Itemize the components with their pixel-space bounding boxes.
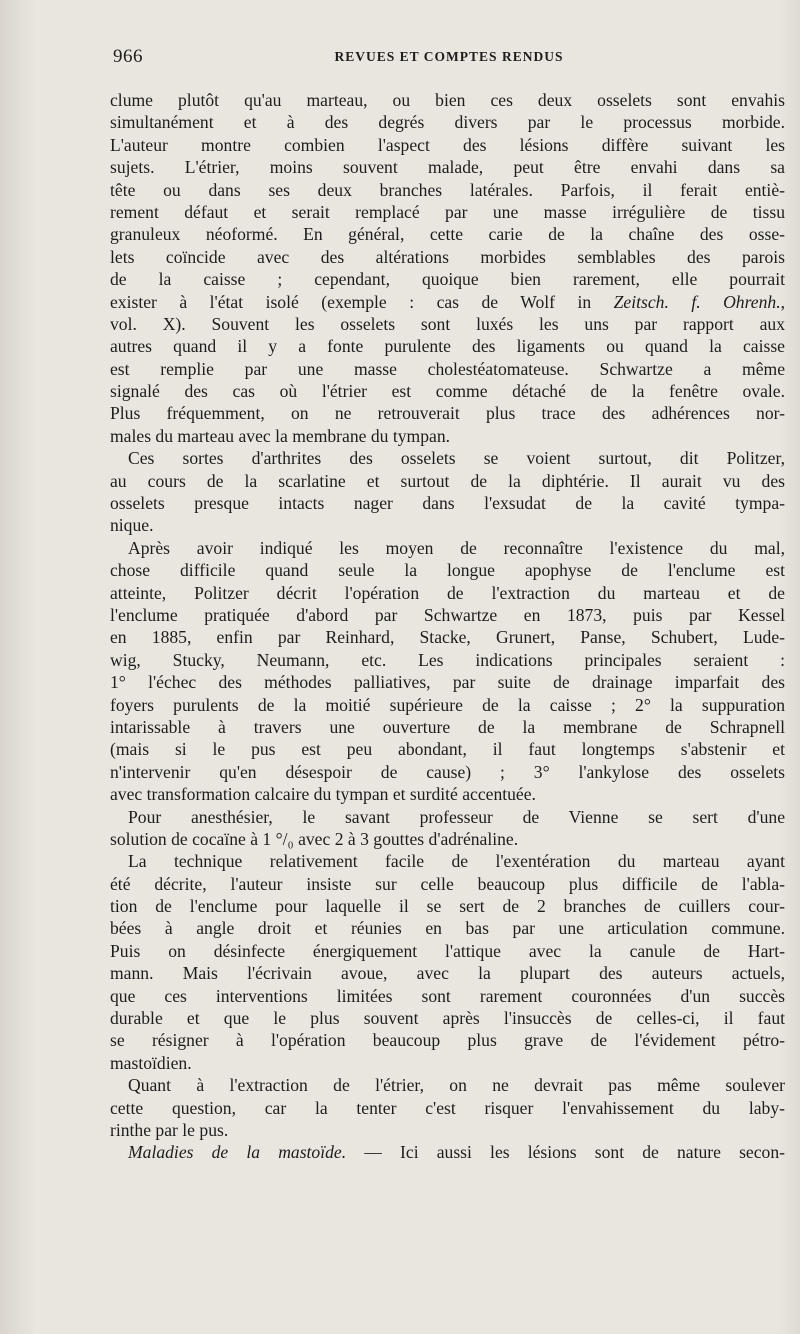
text-line: males du marteau avec la membrane du tympan. <box>110 425 451 446</box>
text-line: tion de l'enclume pour laquelle il se sert de 2 branches de cuillers cour- <box>110 896 785 917</box>
text-line: n'intervenir qu'en désespoir de cause) ; 3° l'ankylose des osselets <box>110 761 785 782</box>
text-line: Quant à l'extraction de l'étrier, on ne devrait pas même soulever <box>128 1075 785 1096</box>
text-line: rement défaut et serait remplacé par une masse irrégulière de tissu <box>110 201 785 222</box>
page-number: 966 <box>113 46 143 67</box>
text-line: mann. Mais l'écrivain avoue, avec la plupart des auteurs actuels, <box>110 963 785 984</box>
text-line: Pour anesthésier, le savant professeur de Vienne se sert d'une <box>128 806 785 827</box>
text-line: osselets presque intacts nager dans l'exsudat de la cavité tympa- <box>110 493 785 514</box>
text-line: Ces sortes d'arthrites des osselets se voient surtout, dit Politzer, <box>128 448 785 469</box>
text-line: se résigner à l'opération beaucoup plus grave de l'évidement pétro- <box>110 1030 785 1051</box>
text-line: mastoïdien. <box>110 1052 192 1073</box>
page-header <box>113 46 785 70</box>
text-segment: , <box>780 291 785 312</box>
text-line: Après avoir indiqué les moyen de reconnaître l'existence du mal, <box>128 537 785 558</box>
text-segment: exister à l'état isolé (exemple : cas de Wolf in <box>110 291 614 312</box>
text-line: solution de cocaïne à 1 °/₀ avec 2 à 3 gouttes d'adrénaline. <box>110 828 519 849</box>
text-line: atteinte, Politzer décrit l'opération de l'extraction du marteau et de <box>110 582 785 603</box>
text-line: L'auteur montre combien l'aspect des lésions diffère suivant les <box>110 134 785 155</box>
text-line: en 1885, enfin par Reinhard, Stacke, Grunert, Panse, Schubert, Lude- <box>110 627 785 648</box>
text-line: l'enclume pratiquée d'abord par Schwartze en 1873, puis par Kessel <box>110 604 785 625</box>
text-line: (mais si le pus est peu abondant, il faut longtemps s'abstenir et <box>110 739 785 760</box>
text-line: avec transformation calcaire du tympan et surdité accentuée. <box>110 784 536 805</box>
text-line: vol. X). Souvent les osselets sont luxés les uns par rapport aux <box>110 313 785 334</box>
text-line: signalé des cas où l'étrier est comme détaché de la fenêtre ovale. <box>110 381 785 402</box>
text-line: bées à angle droit et réunies en bas par une articulation commune. <box>110 918 785 939</box>
text-line: est remplie par une masse cholestéatomateuse. Schwartze a même <box>110 358 785 379</box>
text-line: durable et que le plus souvent après l'insuccès de celles-ci, il faut <box>110 1008 785 1029</box>
text-line: nique. <box>110 515 154 536</box>
journal-citation: Zeitsch. f. Ohrenh. <box>613 291 781 312</box>
text-line: tête ou dans ses deux branches latérales. Parfois, il ferait entiè- <box>110 179 785 200</box>
running-head: REVUES ET COMPTES RENDUS <box>334 49 564 64</box>
text-line: 1° l'échec des méthodes palliatives, par suite de drainage imparfait des <box>110 672 785 693</box>
text-line: granuleux néoformé. En général, cette carie de la chaîne des osse- <box>110 224 785 245</box>
page-edge-shadow <box>0 0 36 1334</box>
text-line: simultanément et à des degrés divers par le processus morbide. <box>110 112 785 133</box>
text-line: rinthe par le pus. <box>110 1119 229 1140</box>
text-line: été décrite, l'auteur insiste sur celle beaucoup plus difficile de l'abla- <box>110 873 785 894</box>
text-line: foyers purulents de la moitié supérieure de la caisse ; 2° la suppuration <box>110 694 785 715</box>
section-heading: Maladies de la mastoïde. <box>128 1142 347 1163</box>
text-line: Plus fréquemment, on ne retrouverait plus trace des adhérences nor- <box>110 403 785 424</box>
text-line: que ces interventions limitées sont rarement couronnées d'un succès <box>110 985 785 1006</box>
text-line: Puis on désinfecte énergiquement l'attique avec la canule de Hart- <box>110 940 785 961</box>
text-line: autres quand il y a fonte purulente des ligaments ou quand la caisse <box>110 336 785 357</box>
text-line: lets coïncide avec des altérations morbides semblables des parois <box>110 246 785 267</box>
text-line-with-citation <box>110 291 785 313</box>
text-line: intarissable à travers une ouverture de la membrane de Schrapnell <box>110 716 785 737</box>
text-line: clume plutôt qu'au marteau, ou bien ces deux osselets sont envahis <box>110 90 785 110</box>
text-line: cette question, car la tenter c'est risquer l'envahissement du laby- <box>110 1097 785 1118</box>
text-line-with-section-heading <box>110 1141 785 1163</box>
text-line: La technique relativement facile de l'exentération du marteau ayant <box>128 851 785 872</box>
text-line: au cours de la scarlatine et surtout de la diphtérie. Il aurait vu des <box>110 470 785 491</box>
text-segment: — Ici aussi les lésions sont de nature secon- <box>346 1142 785 1163</box>
text-line: wig, Stucky, Neumann, etc. Les indications principales seraient : <box>110 649 785 670</box>
body-text <box>110 89 785 1164</box>
text-line: de la caisse ; cependant, quoique bien rarement, elle pourrait <box>110 269 785 290</box>
text-line: chose difficile quand seule la longue apophyse de l'enclume est <box>110 560 785 581</box>
text-line: sujets. L'étrier, moins souvent malade, peut être envahi dans sa <box>110 157 785 178</box>
